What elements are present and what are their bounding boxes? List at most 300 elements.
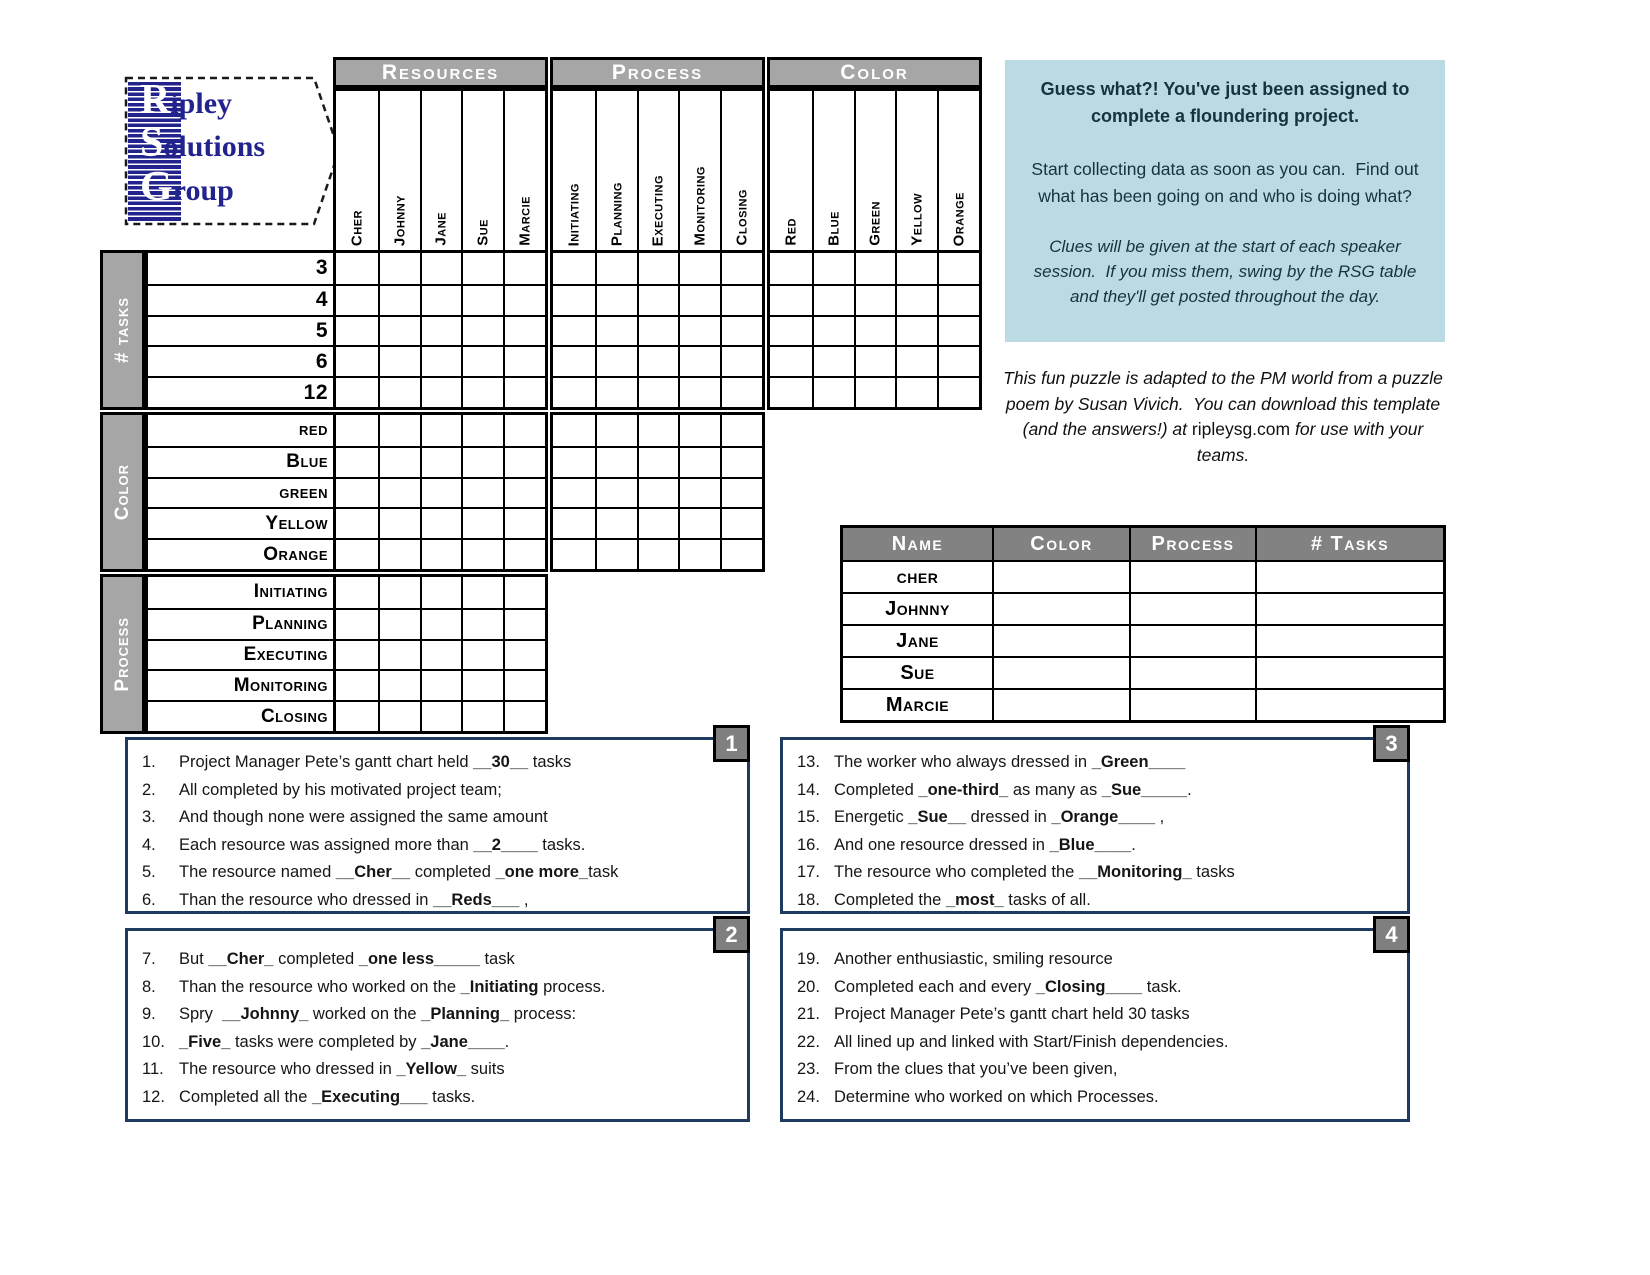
clue-number: 9. xyxy=(142,1005,156,1023)
grid-cell[interactable] xyxy=(461,507,503,538)
grid-cell[interactable] xyxy=(420,507,462,538)
clue-text: Project Manager Pete’s gantt chart held 30 tasks xyxy=(834,1005,1190,1023)
grid-cell[interactable] xyxy=(503,284,545,315)
grid-block-tasks-resources xyxy=(333,250,548,410)
grid-cell[interactable] xyxy=(678,376,720,407)
clue-text: Project Manager Pete’s gantt chart held __30__ tasks xyxy=(179,753,572,771)
answer-row xyxy=(843,688,1443,720)
clue-item xyxy=(797,1001,1397,1029)
clue-text: Completed _one-third_ as many as _Sue_____. xyxy=(834,780,1192,799)
grid-cell[interactable] xyxy=(420,315,462,346)
grid-cell[interactable] xyxy=(895,253,937,284)
grid-cell[interactable] xyxy=(461,639,503,670)
row-label-yellow: Yellow xyxy=(148,507,333,538)
info-box xyxy=(1005,60,1445,342)
clue-box-number: 2 xyxy=(713,916,750,953)
grid-cell[interactable] xyxy=(553,345,595,376)
col-label-text: Yellow xyxy=(908,193,926,246)
clue-item xyxy=(797,749,1397,777)
grid-cell[interactable] xyxy=(553,477,595,508)
grid-cell[interactable] xyxy=(720,376,762,407)
logo-line-group xyxy=(140,163,234,211)
clue-text: The resource who completed the __Monitoring_ tasks xyxy=(834,863,1235,881)
grid-cell[interactable] xyxy=(461,577,503,608)
grid-cell[interactable] xyxy=(678,253,720,284)
col-label-text: Closing xyxy=(733,189,751,246)
info-heading: Guess what?! You've just been assigned to complete a floundering project. xyxy=(1040,79,1415,126)
clue-item xyxy=(142,749,737,777)
clue-number: 23. xyxy=(797,1060,820,1078)
row-label-planning: Planning xyxy=(148,608,333,639)
grid-cell[interactable] xyxy=(336,507,378,538)
grid-cell[interactable] xyxy=(937,253,979,284)
clue-item xyxy=(797,777,1397,805)
answer-cell[interactable] xyxy=(1129,560,1255,592)
answer-cell[interactable] xyxy=(1129,592,1255,624)
credit-pre: This fun puzzle is adapted to the PM world from a puzzle poem by Susan Vivich. You can download this template (and the answers!) at xyxy=(1003,368,1448,439)
clue-box-4 xyxy=(780,921,1410,1122)
grid-cell[interactable] xyxy=(637,345,679,376)
clue-text: Determine who worked on which Processes. xyxy=(834,1087,1159,1106)
clue-item xyxy=(142,887,737,915)
grid-cell[interactable] xyxy=(336,315,378,346)
col-label-text: Sue xyxy=(474,219,492,246)
answer-cell[interactable] xyxy=(1255,592,1443,624)
col-label-monitoring xyxy=(678,91,720,250)
grid-cell[interactable] xyxy=(678,284,720,315)
grid-cell[interactable] xyxy=(895,345,937,376)
grid-cell[interactable] xyxy=(420,253,462,284)
grid-cell[interactable] xyxy=(378,284,420,315)
row-label-closing: Closing xyxy=(148,700,333,731)
clue-item xyxy=(142,1029,737,1057)
row-label-blue: Blue xyxy=(148,446,333,477)
grid-cell[interactable] xyxy=(770,253,812,284)
credit-text xyxy=(1000,366,1446,468)
answer-cell[interactable] xyxy=(1129,624,1255,656)
answer-cell[interactable] xyxy=(1129,688,1255,720)
grid-cell[interactable] xyxy=(503,376,545,407)
clue-box-2 xyxy=(125,921,750,1122)
col-label-text: Executing xyxy=(649,174,667,246)
grid-cell[interactable] xyxy=(378,577,420,608)
grid-cell[interactable] xyxy=(336,639,378,670)
grid-cell[interactable] xyxy=(336,284,378,315)
col-label-text: Cher xyxy=(348,209,366,246)
clue-text: Spry __Johnny_ worked on the _Planning_ process: xyxy=(179,1005,577,1023)
clue-number: 18. xyxy=(797,890,820,909)
clue-text: And though none were assigned the same amount xyxy=(179,808,548,826)
grid-cell[interactable] xyxy=(420,376,462,407)
grid-cell[interactable] xyxy=(503,253,545,284)
grid-cell[interactable] xyxy=(637,284,679,315)
clue-box-number: 4 xyxy=(1373,916,1410,953)
clue-number: 13. xyxy=(797,753,820,771)
clue-item xyxy=(142,1056,737,1084)
grid-cell[interactable] xyxy=(812,315,854,346)
grid-cell[interactable] xyxy=(854,345,896,376)
grid-cell[interactable] xyxy=(553,253,595,284)
grid-cell[interactable] xyxy=(595,315,637,346)
col-labels-process xyxy=(550,88,765,250)
grid-cell[interactable] xyxy=(678,477,720,508)
answer-table-header xyxy=(843,528,1443,560)
grid-cell[interactable] xyxy=(420,669,462,700)
grid-cell[interactable] xyxy=(461,345,503,376)
clue-text: Than the resource who dressed in __Reds___ , xyxy=(179,890,529,909)
col-labels-resources xyxy=(333,88,548,250)
grid-cell[interactable] xyxy=(854,253,896,284)
answer-name-marcie: Marcie xyxy=(843,688,992,720)
logo-line-solutions xyxy=(140,119,265,167)
clue-number: 5. xyxy=(142,863,156,881)
grid-cell[interactable] xyxy=(720,253,762,284)
row-label-executing: Executing xyxy=(148,639,333,670)
grid-cell[interactable] xyxy=(420,477,462,508)
grid-block-color-process xyxy=(550,412,765,572)
grid-cell[interactable] xyxy=(854,284,896,315)
answer-table xyxy=(840,525,1446,723)
col-label-jane xyxy=(420,91,462,250)
row-labels-color xyxy=(145,412,333,572)
grid-cell[interactable] xyxy=(503,639,545,670)
grid-cell[interactable] xyxy=(503,345,545,376)
grid-cell[interactable] xyxy=(378,376,420,407)
grid-cell[interactable] xyxy=(420,415,462,446)
clue-text: Completed all the _Executing___ tasks. xyxy=(179,1087,476,1106)
grid-cell[interactable] xyxy=(895,284,937,315)
answer-cell[interactable] xyxy=(992,560,1129,592)
grid-cell[interactable] xyxy=(720,315,762,346)
grid-cell[interactable] xyxy=(336,608,378,639)
grid-cell[interactable] xyxy=(461,415,503,446)
grid-cell[interactable] xyxy=(720,415,762,446)
grid-cell[interactable] xyxy=(378,446,420,477)
clue-number: 19. xyxy=(797,950,820,968)
row-label-initiating: Initiating xyxy=(253,581,328,603)
grid-cell[interactable] xyxy=(637,415,679,446)
answer-cell[interactable] xyxy=(992,592,1129,624)
grid-cell[interactable] xyxy=(937,376,979,407)
grid-cell[interactable] xyxy=(503,608,545,639)
grid-cell[interactable] xyxy=(720,446,762,477)
grid-cell[interactable] xyxy=(637,253,679,284)
grid-cell[interactable] xyxy=(420,345,462,376)
row-label-3: 3 xyxy=(315,256,328,280)
grid-cell[interactable] xyxy=(420,284,462,315)
answer-cell[interactable] xyxy=(1255,688,1443,720)
col-label-text: Orange xyxy=(950,191,968,246)
grid-cell[interactable] xyxy=(336,477,378,508)
clue-text: _Five_ tasks were completed by _Jane____. xyxy=(179,1032,510,1051)
grid-cell[interactable] xyxy=(503,577,545,608)
col-label-text: Monitoring xyxy=(691,166,709,246)
answer-cell[interactable] xyxy=(1255,656,1443,688)
answer-row xyxy=(843,560,1443,592)
grid-cell[interactable] xyxy=(553,415,595,446)
col-label-red xyxy=(770,91,812,250)
grid-cell[interactable] xyxy=(595,284,637,315)
row-group-label-tasks xyxy=(100,250,145,410)
clue-number: 22. xyxy=(797,1032,820,1051)
answer-cell[interactable] xyxy=(1129,656,1255,688)
clue-number: 6. xyxy=(142,890,156,909)
grid-cell[interactable] xyxy=(336,446,378,477)
credit-site: ripleysg.com xyxy=(1191,419,1291,439)
clue-number: 12. xyxy=(142,1087,165,1106)
grid-cell[interactable] xyxy=(378,538,420,569)
grid-cell[interactable] xyxy=(420,700,462,731)
answer-name-cher: cher xyxy=(843,560,992,592)
grid-cell[interactable] xyxy=(461,315,503,346)
answer-cell[interactable] xyxy=(1255,624,1443,656)
rsg-logo xyxy=(118,70,346,232)
row-label-12: 12 xyxy=(148,376,333,407)
clue-item xyxy=(142,777,737,805)
answer-header-name: Name xyxy=(891,532,944,555)
col-label-text: Planning xyxy=(608,181,626,246)
grid-cell[interactable] xyxy=(503,315,545,346)
clue-text: From the clues that you’ve been given, xyxy=(834,1060,1118,1078)
grid-cell[interactable] xyxy=(503,415,545,446)
clue-number: 7. xyxy=(142,950,156,968)
grid-cell[interactable] xyxy=(770,315,812,346)
col-label-yellow xyxy=(895,91,937,250)
col-label-closing xyxy=(720,91,762,250)
grid-cell[interactable] xyxy=(678,315,720,346)
row-label-4: 4 xyxy=(148,284,333,315)
grid-cell[interactable] xyxy=(420,608,462,639)
row-group-label-text: Process xyxy=(111,616,133,692)
grid-cell[interactable] xyxy=(637,477,679,508)
col-label-johnny xyxy=(378,91,420,250)
answer-header-process: Process xyxy=(1129,528,1255,560)
clue-item xyxy=(142,804,737,832)
grid-cell[interactable] xyxy=(937,345,979,376)
grid-cell[interactable] xyxy=(595,253,637,284)
grid-cell[interactable] xyxy=(503,538,545,569)
grid-cell[interactable] xyxy=(770,345,812,376)
row-group-label-text: # tasks xyxy=(111,297,133,363)
col-labels-color xyxy=(767,88,982,250)
grid-cell[interactable] xyxy=(637,538,679,569)
grid-cell[interactable] xyxy=(378,477,420,508)
grid-cell[interactable] xyxy=(678,538,720,569)
grid-cell[interactable] xyxy=(720,507,762,538)
grid-cell[interactable] xyxy=(461,446,503,477)
grid-cell[interactable] xyxy=(503,700,545,731)
grid-cell[interactable] xyxy=(720,345,762,376)
grid-cell[interactable] xyxy=(336,253,378,284)
clue-text: Each resource was assigned more than __2____ tasks. xyxy=(179,835,586,854)
grid-cell[interactable] xyxy=(937,315,979,346)
grid-cell[interactable] xyxy=(637,507,679,538)
grid-cell[interactable] xyxy=(595,507,637,538)
grid-cell[interactable] xyxy=(854,315,896,346)
grid-cell[interactable] xyxy=(461,538,503,569)
grid-cell[interactable] xyxy=(895,315,937,346)
grid-cell[interactable] xyxy=(678,507,720,538)
grid-cell[interactable] xyxy=(503,507,545,538)
grid-cell[interactable] xyxy=(503,446,545,477)
info-note: Clues will be given at the start of each speaker session. If you miss them, swing by the RSG table and they'll get posted throughout the day. xyxy=(1033,237,1422,306)
clue-number: 24. xyxy=(797,1087,820,1106)
grid-cell[interactable] xyxy=(595,538,637,569)
clue-item xyxy=(142,859,737,887)
grid-cell[interactable] xyxy=(336,669,378,700)
answer-cell[interactable] xyxy=(992,656,1129,688)
clue-number: 3. xyxy=(142,808,156,826)
clue-item xyxy=(142,946,737,974)
grid-cell[interactable] xyxy=(720,477,762,508)
clue-text: All completed by his motivated project team; xyxy=(179,780,502,799)
col-label-text: Initiating xyxy=(565,182,583,246)
grid-cell[interactable] xyxy=(595,446,637,477)
grid-cell[interactable] xyxy=(678,345,720,376)
logo-rest: ipley xyxy=(170,87,233,120)
clue-list xyxy=(783,931,1407,1111)
row-label-6: 6 xyxy=(148,345,333,376)
clue-item xyxy=(797,1056,1397,1084)
row-group-label-color xyxy=(100,412,145,572)
clue-list xyxy=(128,931,747,1111)
row-label-red: red xyxy=(299,419,328,441)
grid-cell[interactable] xyxy=(678,446,720,477)
grid-cell[interactable] xyxy=(420,577,462,608)
answer-name-jane: Jane xyxy=(843,624,992,656)
logo-line-ripley xyxy=(140,76,232,124)
grid-cell[interactable] xyxy=(378,608,420,639)
grid-cell[interactable] xyxy=(378,415,420,446)
info-body: Start collecting data as soon as you can. Find out what has been going on and who is doing what? xyxy=(1031,159,1424,206)
col-label-text: Green xyxy=(866,201,884,246)
col-label-executing xyxy=(637,91,679,250)
answer-cell[interactable] xyxy=(1255,560,1443,592)
grid-cell[interactable] xyxy=(553,376,595,407)
grid-cell[interactable] xyxy=(503,669,545,700)
grid-cell[interactable] xyxy=(461,253,503,284)
clue-text: And one resource dressed in _Blue____. xyxy=(834,835,1136,854)
grid-block-color-resources xyxy=(333,412,548,572)
col-label-cher xyxy=(336,91,378,250)
clue-number: 14. xyxy=(797,780,820,799)
grid-cell[interactable] xyxy=(812,376,854,407)
grid-cell[interactable] xyxy=(637,315,679,346)
grid-cell[interactable] xyxy=(336,538,378,569)
grid-cell[interactable] xyxy=(812,345,854,376)
grid-cell[interactable] xyxy=(595,345,637,376)
answer-cell[interactable] xyxy=(992,688,1129,720)
grid-cell[interactable] xyxy=(678,415,720,446)
row-label-5: 5 xyxy=(148,315,333,346)
clue-number: 20. xyxy=(797,977,820,996)
grid-cell[interactable] xyxy=(336,345,378,376)
grid-cell[interactable] xyxy=(553,507,595,538)
grid-cell[interactable] xyxy=(420,538,462,569)
clue-text: All lined up and linked with Start/Finish dependencies. xyxy=(834,1032,1229,1051)
col-label-text: Marcie xyxy=(516,196,534,246)
logo-rest: olutions xyxy=(163,130,266,163)
grid-cell[interactable] xyxy=(461,284,503,315)
col-label-sue xyxy=(461,91,503,250)
grid-cell[interactable] xyxy=(378,345,420,376)
grid-cell[interactable] xyxy=(420,446,462,477)
grid-cell[interactable] xyxy=(420,639,462,670)
grid-cell[interactable] xyxy=(595,477,637,508)
col-group-header-process: Process xyxy=(550,57,765,88)
answer-cell[interactable] xyxy=(992,624,1129,656)
grid-cell[interactable] xyxy=(461,376,503,407)
grid-cell[interactable] xyxy=(770,376,812,407)
clue-text: Completed each and every _Closing____ task. xyxy=(834,977,1182,996)
grid-cell[interactable] xyxy=(553,315,595,346)
clue-box-1 xyxy=(125,730,750,914)
grid-cell[interactable] xyxy=(553,446,595,477)
grid-cell[interactable] xyxy=(895,376,937,407)
grid-cell[interactable] xyxy=(770,284,812,315)
grid-block-tasks-color xyxy=(767,250,982,410)
grid-cell[interactable] xyxy=(637,446,679,477)
grid-cell[interactable] xyxy=(336,415,378,446)
grid-cell[interactable] xyxy=(378,315,420,346)
grid-cell[interactable] xyxy=(854,376,896,407)
answer-name-johnny: Johnny xyxy=(843,592,992,624)
answer-row xyxy=(843,656,1443,688)
grid-cell[interactable] xyxy=(461,608,503,639)
clue-item xyxy=(142,1084,737,1112)
col-group-header-color: Color xyxy=(767,57,982,88)
grid-cell[interactable] xyxy=(378,700,420,731)
row-group-label-process xyxy=(100,574,145,734)
clue-number: 10. xyxy=(142,1032,165,1051)
row-label-green: green xyxy=(148,477,333,508)
grid-cell[interactable] xyxy=(720,284,762,315)
grid-cell[interactable] xyxy=(720,538,762,569)
grid-cell[interactable] xyxy=(378,669,420,700)
grid-cell[interactable] xyxy=(937,284,979,315)
clue-item xyxy=(797,1084,1397,1112)
answer-header-tasks: # Tasks xyxy=(1255,528,1443,560)
clue-item xyxy=(797,946,1397,974)
grid-cell[interactable] xyxy=(812,253,854,284)
grid-cell[interactable] xyxy=(461,700,503,731)
clue-item xyxy=(142,1001,737,1029)
grid-cell[interactable] xyxy=(553,538,595,569)
grid-cell[interactable] xyxy=(503,477,545,508)
row-labels-tasks xyxy=(145,250,333,410)
row-group-label-text: Color xyxy=(111,463,133,521)
grid-cell[interactable] xyxy=(637,376,679,407)
grid-cell[interactable] xyxy=(595,376,637,407)
grid-cell[interactable] xyxy=(812,284,854,315)
grid-cell[interactable] xyxy=(378,507,420,538)
grid-cell[interactable] xyxy=(336,577,378,608)
clue-text: Another enthusiastic, smiling resource xyxy=(834,950,1113,968)
clue-item xyxy=(797,974,1397,1002)
grid-cell[interactable] xyxy=(378,253,420,284)
grid-cell[interactable] xyxy=(553,284,595,315)
grid-cell[interactable] xyxy=(461,477,503,508)
clue-text: Energetic _Sue__ dressed in _Orange____ , xyxy=(834,808,1165,826)
clue-item xyxy=(142,974,737,1002)
grid-cell[interactable] xyxy=(461,669,503,700)
col-label-text: Blue xyxy=(825,211,843,246)
grid-cell[interactable] xyxy=(595,415,637,446)
clue-box-3 xyxy=(780,730,1410,914)
grid-cell[interactable] xyxy=(336,700,378,731)
grid-cell[interactable] xyxy=(336,376,378,407)
grid-cell[interactable] xyxy=(378,639,420,670)
